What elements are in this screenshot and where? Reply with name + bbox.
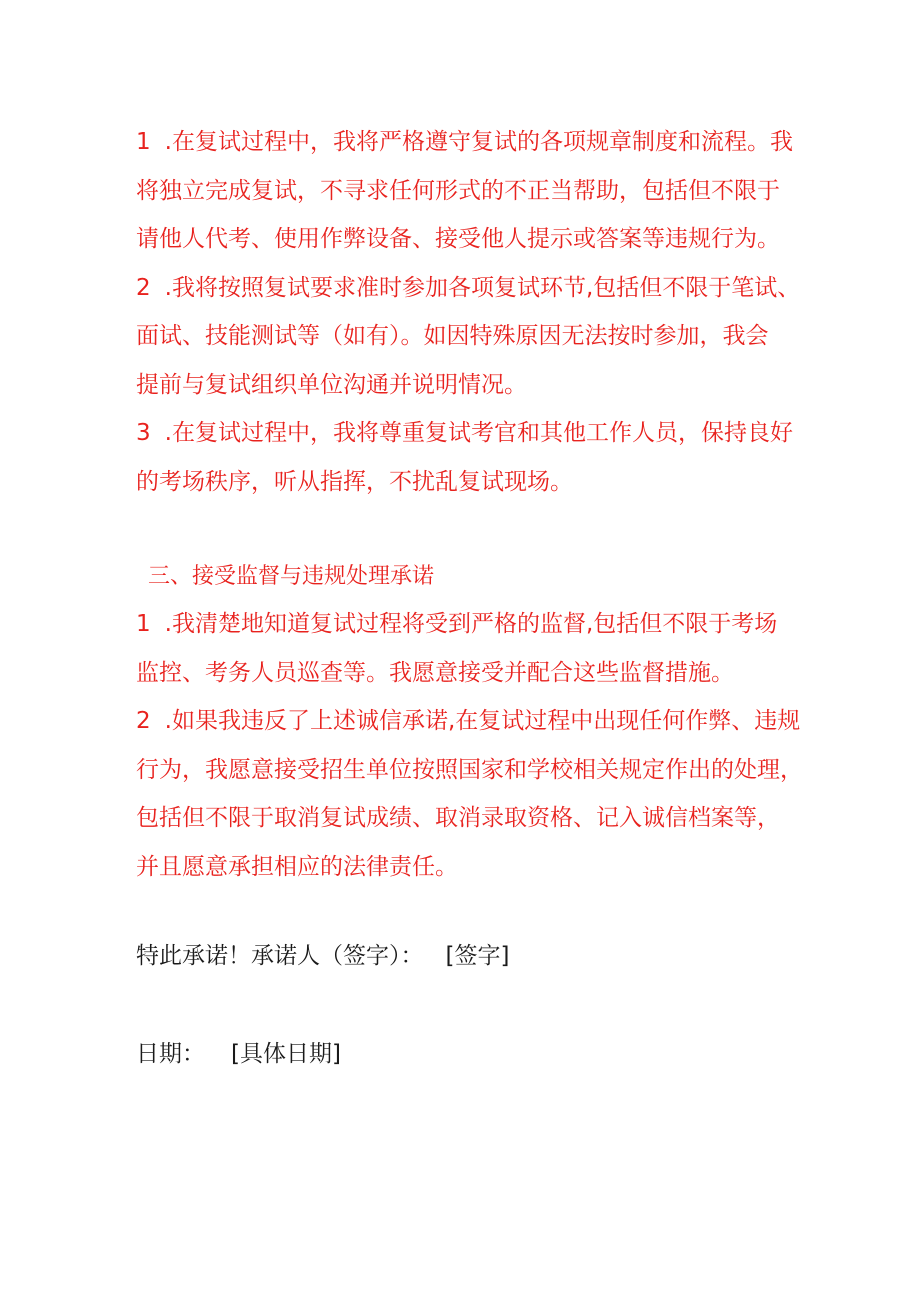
- paragraph-line: [136, 264, 801, 313]
- line-text: .在复试过程中，我将尊重复试考官和其他工作人员，保持良好: [164, 420, 793, 446]
- date-line: [136, 1034, 796, 1074]
- item-3-1: [136, 600, 796, 697]
- paragraph-line: 的考场秩序，听从指挥，不扰乱复试现场。: [136, 468, 573, 495]
- date-label: 日期：: [136, 1041, 205, 1067]
- item-2-1: [136, 118, 796, 264]
- item-3-2: [136, 697, 803, 891]
- section-heading: 三、接受监督与违规处理承诺: [148, 564, 435, 589]
- paragraph-line: [136, 409, 796, 458]
- line-text: .如果我违反了上述诚信承诺,在复试过程中出现任何作弊、违规: [164, 708, 801, 734]
- item-number: 2: [136, 274, 151, 301]
- paragraph-line: 面试、技能测试等（如有）。如因特殊原因无法按时参加，我会: [136, 323, 769, 349]
- paragraph-line: 并且愿意承担相应的法律责任。: [136, 853, 458, 880]
- item-2-3: [136, 409, 796, 506]
- pledge-signature-line: [136, 936, 796, 976]
- line-text: .我清楚地知道复试过程将受到严格的监督,包括但不限于考场: [164, 611, 778, 637]
- paragraph-line: 监控、考务人员巡查等。我愿意接受并配合这些监督措施。: [136, 659, 734, 686]
- date-placeholder: [具体日期]: [231, 1041, 341, 1067]
- pledge-text: 特此承诺！承诺人（签字）：: [136, 943, 424, 969]
- paragraph-line: [136, 697, 801, 746]
- document-body: [136, 118, 803, 1074]
- item-2-2: [136, 264, 801, 410]
- paragraph-line: 将独立完成复试，不寻求任何形式的不正当帮助，包括但不限于: [136, 177, 780, 204]
- paragraph-line: [136, 118, 796, 167]
- item-number: 1: [136, 611, 151, 637]
- line-text: .在复试过程中，我将严格遵守复试的各项规章制度和流程。我: [164, 129, 793, 155]
- paragraph-line: 请他人代考、使用作弊设备、接受他人提示或答案等违规行为。: [136, 226, 780, 252]
- paragraph-line: 行为，我愿意接受招生单位按照国家和学校相关规定作出的处理，: [136, 756, 803, 783]
- item-number: 2: [136, 708, 151, 734]
- item-number: 3: [136, 420, 151, 446]
- paragraph-line: 提前与复试组织单位沟通并说明情况。: [136, 371, 527, 398]
- signature-placeholder: [签字]: [445, 943, 510, 969]
- paragraph-line: 包括但不限于取消复试成绩、取消录取资格、记入诚信档案等，: [136, 805, 780, 831]
- line-text: .我将按照复试要求准时参加各项复试环节,包括但不限于笔试、: [164, 274, 801, 301]
- paragraph-line: [136, 600, 796, 649]
- item-number: 1: [136, 129, 151, 155]
